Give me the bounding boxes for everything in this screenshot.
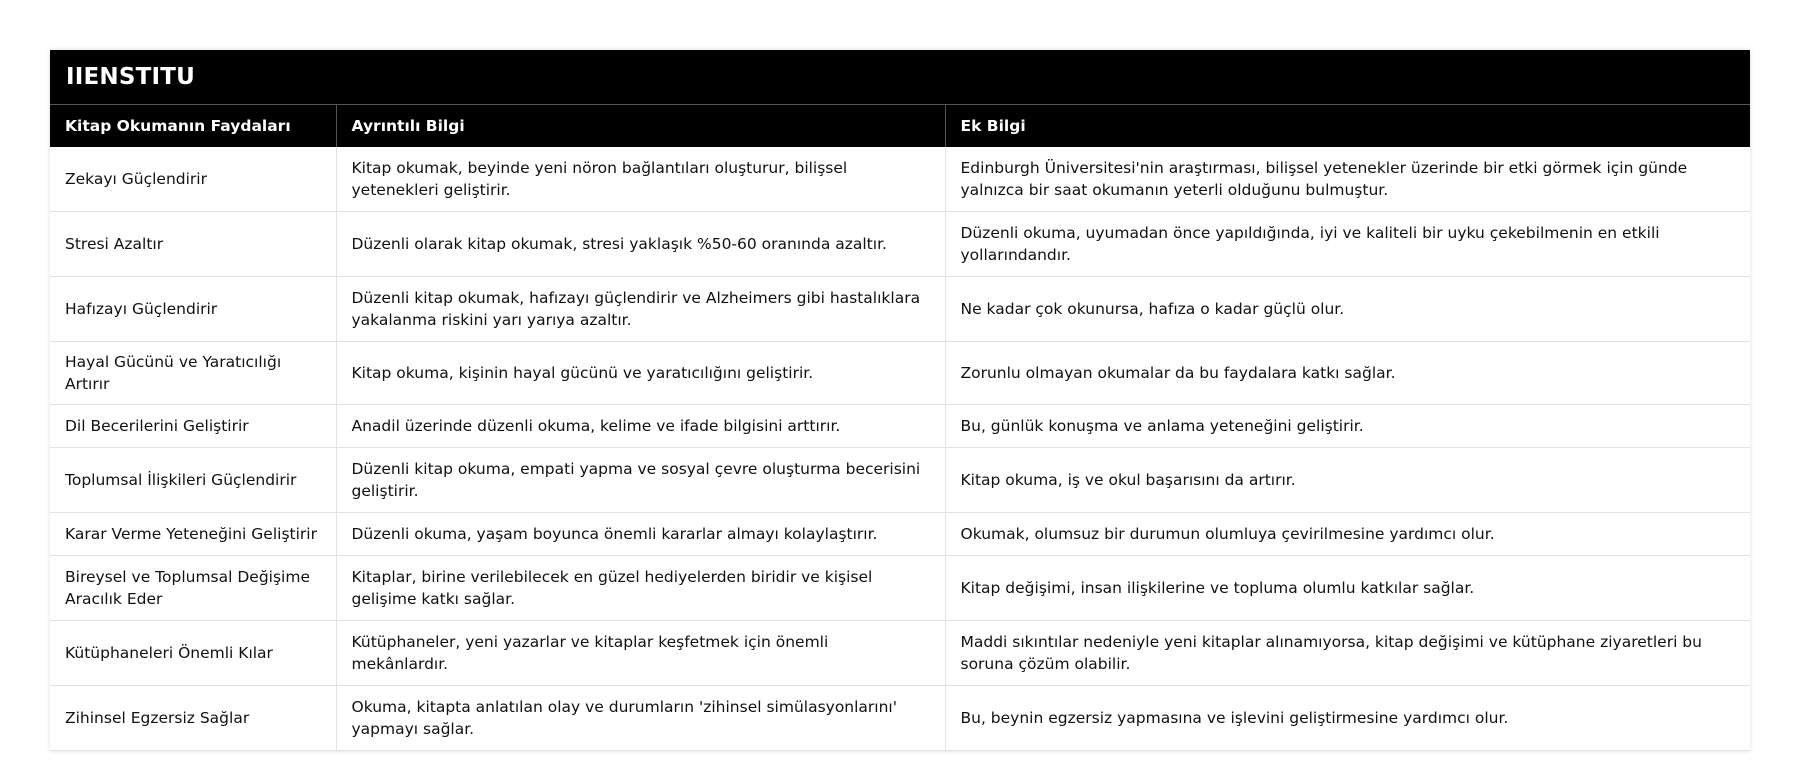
cell-benefit: Bireysel ve Toplumsal Değişime Aracılık Eder	[50, 556, 336, 621]
cell-detail: Düzenli kitap okuma, empati yapma ve sosyal çevre oluşturma becerisini geliştirir.	[336, 448, 945, 513]
cell-benefit: Zihinsel Egzersiz Sağlar	[50, 686, 336, 751]
cell-extra: Ne kadar çok okunursa, hafıza o kadar güçlü olur.	[945, 277, 1750, 342]
header-extra: Ek Bilgi	[945, 105, 1750, 147]
cell-extra: Kitap değişimi, insan ilişkilerine ve topluma olumlu katkılar sağlar.	[945, 556, 1750, 621]
cell-extra: Edinburgh Üniversitesi'nin araştırması, bilişsel yetenekler üzerinde bir etki görmek için günde yalnızca bir saat okumanın yeterli olduğunu bulmuştur.	[945, 147, 1750, 212]
header-detail: Ayrıntılı Bilgi	[336, 105, 945, 147]
cell-benefit: Toplumsal İlişkileri Güçlendirir	[50, 448, 336, 513]
table-row	[50, 212, 1750, 277]
cell-extra: Kitap okuma, iş ve okul başarısını da artırır.	[945, 448, 1750, 513]
cell-detail: Okuma, kitapta anlatılan olay ve durumların 'zihinsel simülasyonlarını' yapmayı sağlar.	[336, 686, 945, 751]
table-row	[50, 686, 1750, 751]
table-row	[50, 448, 1750, 513]
table-row	[50, 277, 1750, 342]
table-row	[50, 556, 1750, 621]
cell-benefit: Hayal Gücünü ve Yaratıcılığı Artırır	[50, 342, 336, 405]
benefits-table	[50, 104, 1750, 751]
cell-detail: Düzenli olarak kitap okumak, stresi yaklaşık %50-60 oranında azaltır.	[336, 212, 945, 277]
cell-extra: Okumak, olumsuz bir durumun olumluya çevirilmesine yardımcı olur.	[945, 513, 1750, 556]
cell-benefit: Kütüphaneleri Önemli Kılar	[50, 621, 336, 686]
cell-extra: Düzenli okuma, uyumadan önce yapıldığında, iyi ve kaliteli bir uyku çekebilmenin en etkili yollarındandır.	[945, 212, 1750, 277]
cell-extra: Bu, beynin egzersiz yapmasına ve işlevini geliştirmesine yardımcı olur.	[945, 686, 1750, 751]
cell-extra: Bu, günlük konuşma ve anlama yeteneğini geliştirir.	[945, 405, 1750, 448]
table-row	[50, 621, 1750, 686]
table-header-row	[50, 105, 1750, 147]
table-row	[50, 342, 1750, 405]
cell-benefit: Karar Verme Yeteneğini Geliştirir	[50, 513, 336, 556]
cell-detail: Kütüphaneler, yeni yazarlar ve kitaplar keşfetmek için önemli mekânlardır.	[336, 621, 945, 686]
header-benefit: Kitap Okumanın Faydaları	[50, 105, 336, 147]
brand-title: IIENSTITU	[50, 50, 1750, 104]
cell-benefit: Hafızayı Güçlendirir	[50, 277, 336, 342]
cell-benefit: Stresi Azaltır	[50, 212, 336, 277]
cell-detail: Anadil üzerinde düzenli okuma, kelime ve ifade bilgisini arttırır.	[336, 405, 945, 448]
cell-benefit: Dil Becerilerini Geliştirir	[50, 405, 336, 448]
cell-detail: Kitaplar, birine verilebilecek en güzel hediyelerden biridir ve kişisel gelişime katkı sağlar.	[336, 556, 945, 621]
cell-extra: Zorunlu olmayan okumalar da bu faydalara katkı sağlar.	[945, 342, 1750, 405]
cell-detail: Kitap okumak, beyinde yeni nöron bağlantıları oluşturur, bilişsel yetenekleri geliştirir.	[336, 147, 945, 212]
table-row	[50, 405, 1750, 448]
benefits-table-card	[50, 50, 1750, 751]
table-row	[50, 147, 1750, 212]
cell-extra: Maddi sıkıntılar nedeniyle yeni kitaplar alınamıyorsa, kitap değişimi ve kütüphane ziyaretleri bu soruna çözüm olabilir.	[945, 621, 1750, 686]
table-row	[50, 513, 1750, 556]
cell-benefit: Zekayı Güçlendirir	[50, 147, 336, 212]
cell-detail: Düzenli kitap okumak, hafızayı güçlendirir ve Alzheimers gibi hastalıklara yakalanma riskini yarı yarıya azaltır.	[336, 277, 945, 342]
cell-detail: Kitap okuma, kişinin hayal gücünü ve yaratıcılığını geliştirir.	[336, 342, 945, 405]
cell-detail: Düzenli okuma, yaşam boyunca önemli kararlar almayı kolaylaştırır.	[336, 513, 945, 556]
